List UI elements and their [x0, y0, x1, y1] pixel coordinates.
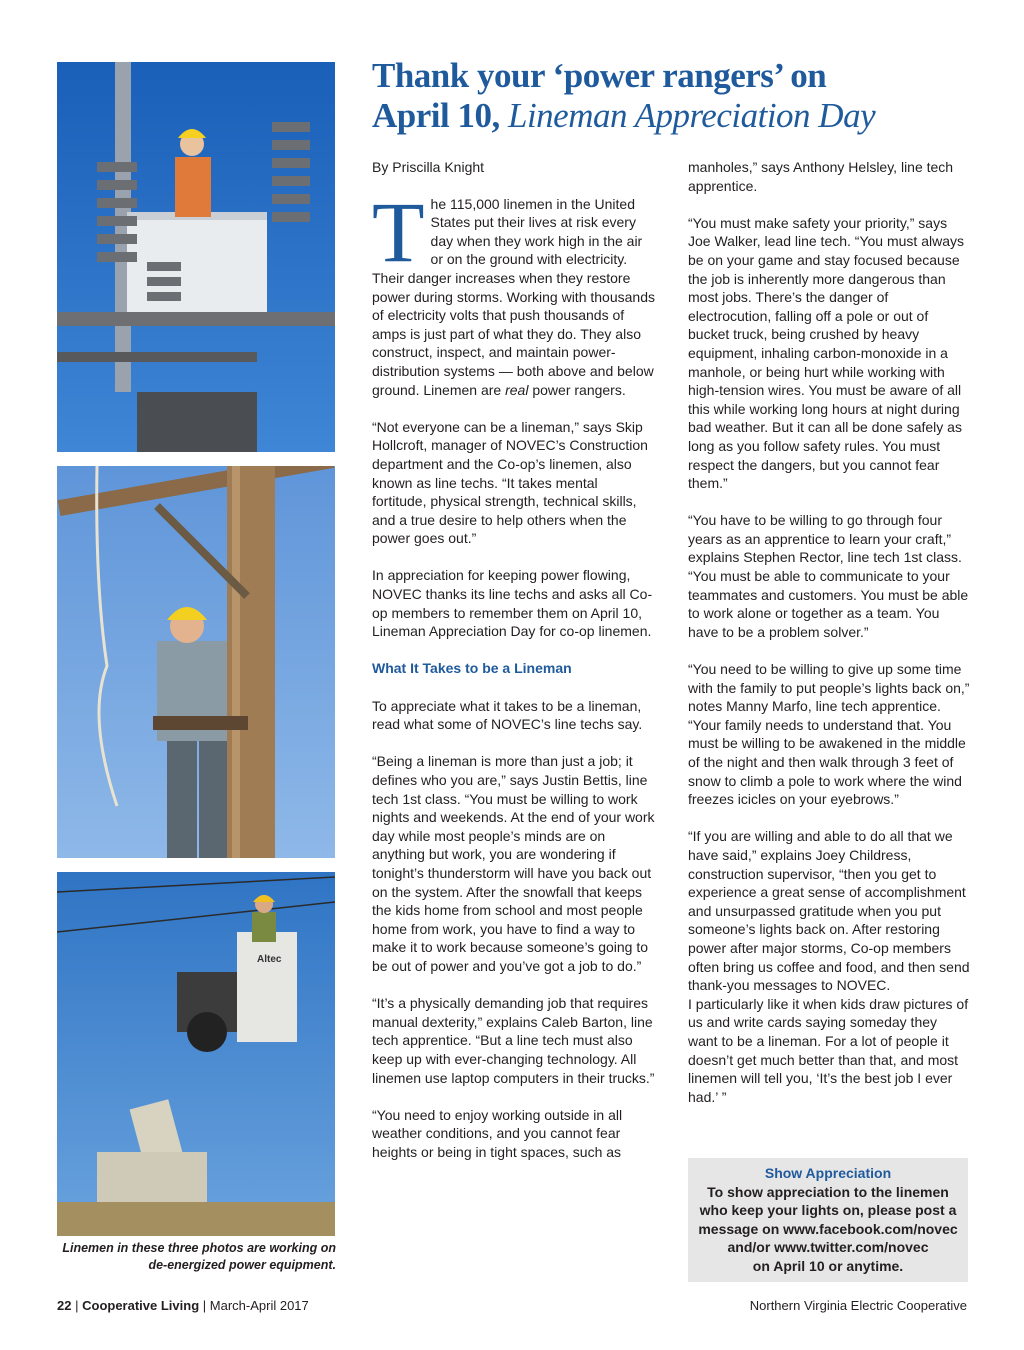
paragraph: “You need to be willing to give up some time with the family to put people’s lights back on,” notes Manny Marfo, line tech apprentice. “Your family needs to understand that. You must be willing to be awakened in the middle of the night and then walk through 3 feet of snow to climb a pole to work where the wind freezes icicles on your eyebrows.”	[688, 661, 970, 808]
headline-italic: Lineman Appreciation Day	[507, 96, 876, 135]
paragraph: “Being a lineman is more than just a job; it defines who you are,” says Justin Bettis, line tech 1st class. “You must be willing to work nights and weekends. At the end of your work day while most people’s minds are on anything but work, you are wondering if tonight’s thunderstorm will have you back out on the system. After the snowfall that keeps the kids home from school and most people home from work, you have to find a way to make it to work because someone’s going to be out of power and you’ve got a job to do.”	[372, 753, 655, 974]
intro-emphasis: real	[505, 381, 529, 398]
publication-name: Cooperative Living	[82, 1298, 200, 1313]
paragraph: To appreciate what it takes to be a lineman, read what some of NOVEC’s line techs say.	[372, 697, 643, 733]
paragraph: “It’s a physically demanding job that requires manual dexterity,” explains Caleb Barton, line tech apprentice. “But a line tech must also keep up with ever-changing technology. All linemen use laptop computers in their trucks.”	[372, 995, 655, 1086]
headline-date: April 10,	[372, 96, 500, 135]
footer-separator: |	[202, 1298, 207, 1313]
sidebar-line: To show appreciation to the linemen	[707, 1183, 949, 1200]
sidebar-line-facebook-link: message on www.facebook.com/novec	[698, 1220, 958, 1237]
paragraph-intro	[372, 183, 656, 400]
drop-cap: T	[372, 183, 425, 280]
section-subhead: What It Takes to be a Lineman	[372, 660, 572, 677]
headline-line-2	[372, 96, 972, 136]
footer-left	[57, 1298, 309, 1313]
headline-line-1: Thank your ‘power rangers’ on	[372, 56, 827, 95]
intro-text: he 115,000 linemen in the United States put their lives at risk every day when they work high in the air or on the ground with electricity. Their danger increases when they restore power during storms. Working with thousands of electricity volts that push thousands of amps is just part of what they do. They also construct, inspect, and maintain power-distribution systems — both above and below ground. Linemen are	[372, 195, 655, 398]
issue-date: March-April 2017	[209, 1298, 309, 1313]
sidebar-line-twitter-link: and/or www.twitter.com/novec	[727, 1239, 929, 1256]
paragraph: “You must make safety your priority,” says Joe Walker, lead line tech. “You must always be on your game and stay focused because the job is inherently more dangerous than most jobs. There’s the danger of electrocution, falling off a pole or out of bucket truck, being crushed by heavy equipment, inhaling carbon-monoxide in a manhole, or being hurt while working with high-tension wires. You must be aware of all this while working long hours at night during bad weather. But it can all be done safely as long as you follow safety rules. You must respect the dangers, but you cannot fear them.”	[688, 214, 964, 492]
footer-separator: |	[75, 1298, 79, 1313]
show-appreciation-sidebar	[688, 1158, 968, 1282]
sidebar-line: who keep your lights on, please post a	[699, 1202, 957, 1219]
paragraph: In appreciation for keeping power flowing, NOVEC thanks its line techs and asks all Co-op members to remember them on April 10, Lineman Appreciation Day for co-op linemen.	[372, 567, 653, 640]
footer-organization: Northern Virginia Electric Cooperative	[749, 1298, 967, 1313]
photo-1-graphic	[57, 62, 335, 452]
paragraph: “You need to enjoy working outside in all weather conditions, and you cannot fear heights or being in tight spaces, such as	[372, 1106, 623, 1160]
byline: By Priscilla Knight	[372, 159, 485, 175]
sidebar-title: Show Appreciation	[764, 1165, 892, 1181]
article-column-1	[372, 158, 656, 1180]
page-number: 22	[57, 1298, 72, 1313]
photo-3-graphic	[57, 872, 335, 1236]
paragraph: “If you are willing and able to do all that we have said,” explains Joey Childress, construction supervisor, “then you get to experience a great sense of accomplishment and unsurpassed gratitude when you put someone’s lights back on. After restoring power after major storms, Co-op members often bring us coffee and food, and then send thank-you messages to NOVEC.	[688, 828, 970, 994]
sidebar-line: on April 10 or anytime.	[752, 1257, 904, 1274]
intro-text-end: power rangers.	[532, 381, 626, 398]
photo-lineman-bucket-insulators	[57, 62, 335, 452]
caption-line-1: Linemen in these three photos are working on	[62, 1241, 336, 1255]
photo-2-graphic	[57, 466, 335, 858]
paragraph: “You have to be willing to go through four years as an apprentice to learn your craft,” explains Stephen Rector, line tech 1st class. “You must be able to communicate to your teammates and customers. You must be able to work alone or together as a team. You have to be a problem solver.”	[688, 512, 969, 640]
article-column-2	[688, 158, 970, 1125]
paragraph: manholes,” says Anthony Helsley, line tech apprentice.	[688, 159, 954, 194]
photo-caption	[40, 1240, 336, 1274]
paragraph: I particularly like it when kids draw pictures of us and write cards saying someday they want to be a lineman. For a lot of people it doesn’t get much better than that, and most linemen will tell you, ‘It’s the best job I ever had.’ ”	[688, 995, 969, 1105]
truck-brand-label: Altec	[257, 954, 282, 965]
article-headline	[372, 56, 972, 136]
paragraph: “Not everyone can be a lineman,” says Skip Hollcroft, manager of NOVEC’s Construction department and the Co-op’s linemen, also known as line techs. “It takes mental fortitude, physical strength, technical skills, and a true desire to help others when the power goes out.”	[372, 418, 648, 547]
photo-lineman-bucket-truck	[57, 872, 335, 1236]
photo-lineman-climbing-pole	[57, 466, 335, 858]
caption-line-2: de-energized power equipment.	[148, 1258, 336, 1272]
